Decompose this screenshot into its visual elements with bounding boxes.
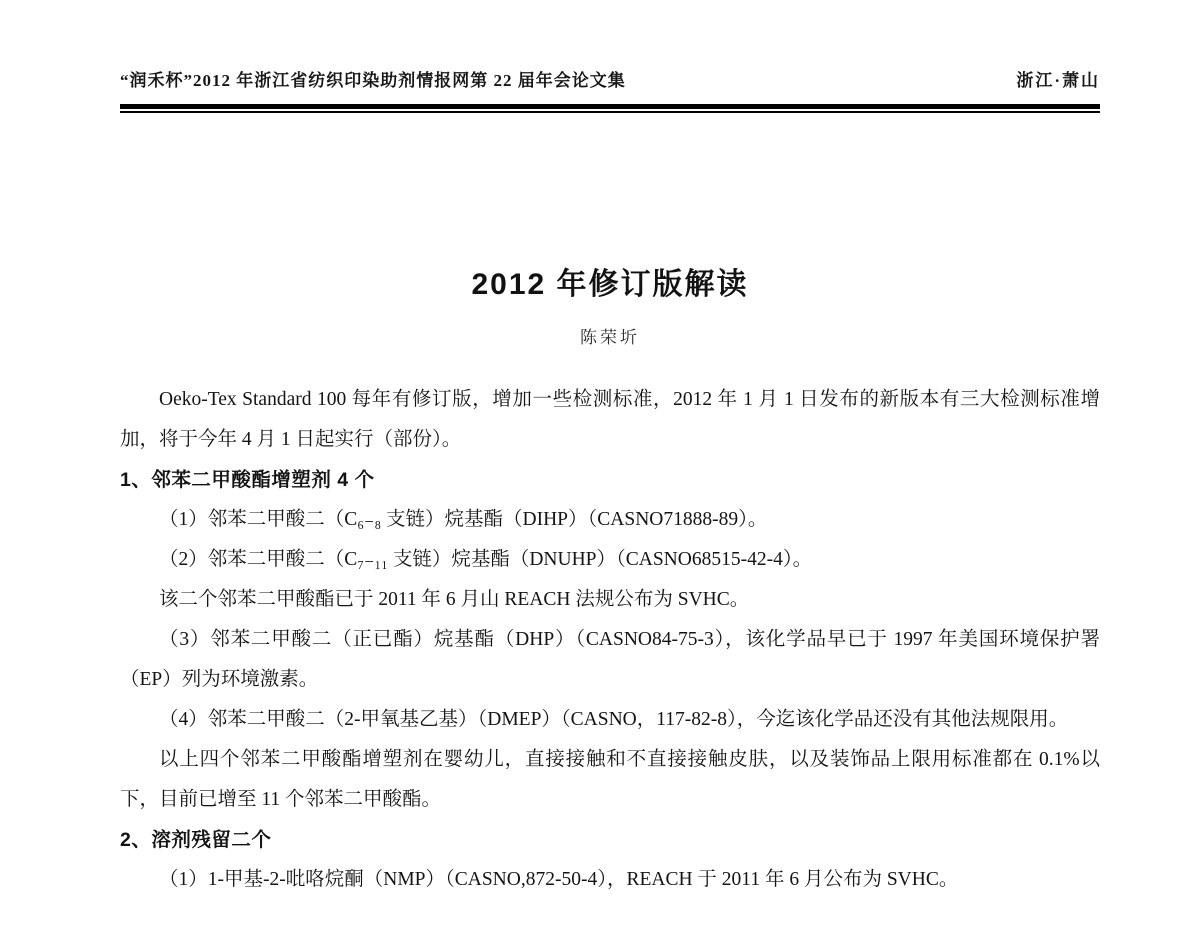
section-heading: 1、邻苯二甲酸酯增塑剂 4 个: [120, 469, 375, 492]
document-body: [120, 380, 1100, 900]
header-location: 浙江·萧山: [1016, 71, 1100, 90]
running-header: [120, 66, 1100, 91]
header-proceedings-title: “润禾杯”2012 年浙江省纺织印染助剂情报网第 22 届年会论文集: [120, 71, 626, 90]
body-paragraph: （2）邻苯二甲酸二（C₇₋₁₁ 支链）烷基酯（DNUHP）（CASNO68515-42-4）。: [159, 549, 813, 571]
body-paragraph: （3）邻苯二甲酸二（正已酯）烷基酯（DHP）（CASNO84-75-3），该化学品早已于 1997 年美国环境保护署（EP）列为环境激素。: [120, 629, 1100, 691]
section-heading: 2、溶剂残留二个: [120, 829, 272, 852]
page-title: 2012 年修订版解读: [471, 268, 749, 301]
body-paragraph: 以上四个邻苯二甲酸酯增塑剂在婴幼儿，直接接触和不直接接触皮肤，以及装饰品上限用标准都在 0.1%以下，目前已增至 11 个邻苯二甲酸酯。: [120, 749, 1100, 811]
author-name: 陈荣圻: [580, 328, 640, 348]
body-paragraph: （4）邻苯二甲酸二（2-甲氧基乙基）（DMEP）（CASNO，117-82-8），今迄该化学品还没有其他法规限用。: [159, 709, 1069, 731]
body-paragraph: 该二个邻苯二甲酸酯已于 2011 年 6 月山 REACH 法规公布为 SVHC。: [159, 589, 750, 611]
body-paragraph: Oeko-Tex Standard 100 每年有修订版，增加一些检测标准，2012 年 1 月 1 日发布的新版本有三大检测标准增加，将于今年 4 月 1 日起实行（部份）。: [120, 389, 1100, 451]
body-paragraph: （1）邻苯二甲酸二（C₆₋₈ 支链）烷基酯（DIHP）（CASNO71888-89）。: [159, 509, 768, 531]
body-paragraph: （1）1-甲基-2-吡咯烷酮（NMP）（CASNO,872-50-4），REACH 于 2011 年 6 月公布为 SVHC。: [159, 869, 959, 891]
header-double-rule: [120, 104, 1100, 113]
